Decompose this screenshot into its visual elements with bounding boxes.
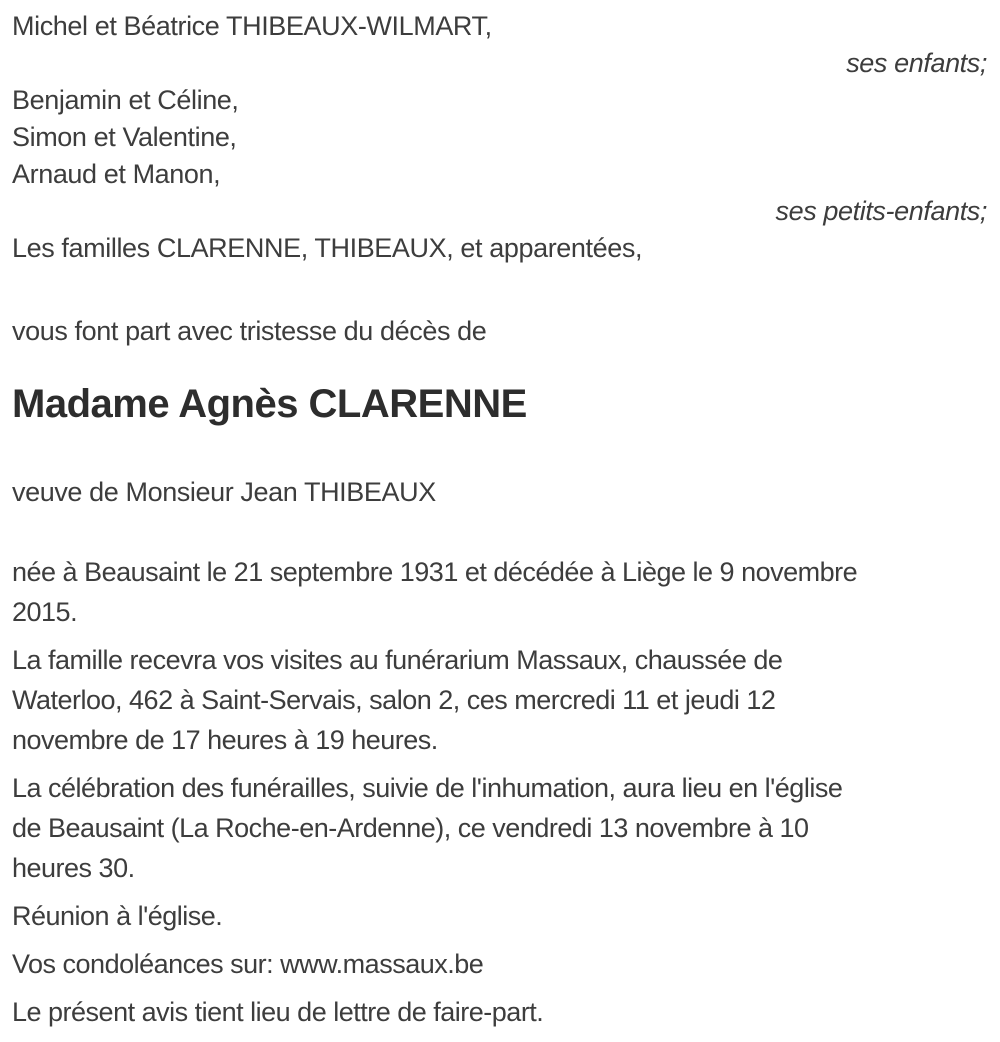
body-paragraphs: [12, 552, 987, 1032]
body-paragraph: Vos condoléances sur: www.massaux.be: [12, 949, 484, 979]
relation-label: ses petits-enfants;: [775, 196, 987, 226]
body-paragraph: La famille recevra vos visites au funérarium Massaux, chaussée de Waterloo, 462 à Saint-Servais, salon 2, ces mercredi 11 et jeudi 12 novembre de 17 heures à 19 heures.: [12, 645, 783, 755]
deceased-name: Madame Agnès CLARENNE: [12, 382, 527, 426]
family-names-line: Simon et Valentine,: [12, 122, 237, 152]
family-names-line: Benjamin et Céline,: [12, 85, 239, 115]
body-paragraph: née à Beausaint le 21 septembre 1931 et décédée à Liège le 9 novembre 2015.: [12, 557, 858, 627]
body-paragraph: Le présent avis tient lieu de lettre de faire-part.: [12, 997, 544, 1027]
widow-line: veuve de Monsieur Jean THIBEAUX: [12, 477, 436, 507]
family-names-line: Les familles CLARENNE, THIBEAUX, et apparentées,: [12, 233, 643, 263]
body-paragraph: La célébration des funérailles, suivie de l'inhumation, aura lieu en l'église de Beausaint (La Roche-en-Ardenne), ce vendredi 13 novembre à 10 heures 30.: [12, 773, 843, 883]
family-list: [12, 8, 987, 267]
relation-label: ses enfants;: [846, 48, 987, 78]
family-names-line: Michel et Béatrice THIBEAUX-WILMART,: [12, 11, 492, 41]
body-paragraph: Réunion à l'église.: [12, 901, 223, 931]
family-names-line: Arnaud et Manon,: [12, 159, 221, 189]
announcement-text: vous font part avec tristesse du décès de: [12, 316, 487, 346]
